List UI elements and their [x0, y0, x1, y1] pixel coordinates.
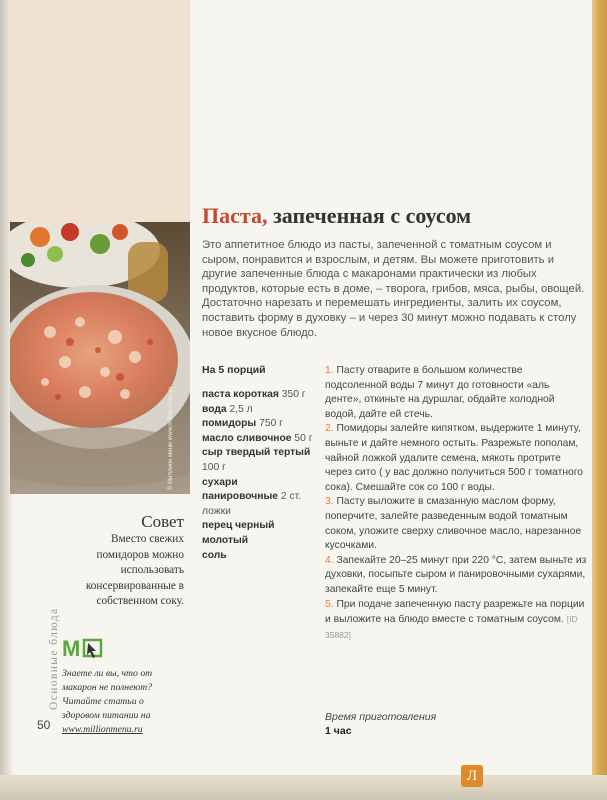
promo-text	[62, 667, 182, 737]
tip-text: Вместо свежих помидоров можно использовать консервированные в собственном соку.	[85, 533, 184, 607]
ingredient-name: соль	[202, 549, 227, 561]
step-text: Пасту отварите в большом количестве подсоленной воды 7 минут до готовности «аль денте», откиньте на дуршлаг, обдайте холодной водой, дайте ей стечь.	[325, 365, 555, 420]
recipe-intro: Это аппетитное блюдо из пасты, запеченной с томатным соусом и сыром, понравится и взрослым, и детям. Вы можете приготовить и другие запеченные блюда с макаронами практически из любых продуктов, которые есть в доме, – творога, грибов, мяса, рыбы, овощей. Достаточно нарезать и перемешать ингредиенты, залить их соусом, поставить форму в духовку – и через 30 минут можно подавать к столу новое вкусное блюдо.	[202, 239, 585, 339]
ingredient-item	[202, 417, 314, 432]
ingredient-qty: 2,5 л	[229, 403, 253, 415]
recipe-id: [ID 35882]	[325, 614, 578, 640]
ingredient-qty: 50 г	[294, 432, 313, 444]
ingredient-qty: 100 г	[202, 461, 226, 473]
step-item	[325, 495, 587, 553]
ingredient-qty: 750 г	[259, 418, 283, 430]
recipe-title-rest: запеченная с соусом	[272, 203, 472, 228]
recipe-title	[202, 203, 471, 229]
ingredient-item	[202, 403, 314, 418]
step-item	[325, 554, 587, 598]
ingredient-qty: 350 г	[281, 389, 306, 400]
step-number: 4.	[325, 554, 334, 566]
time-label: Время приготовления	[325, 711, 437, 723]
ingredient-item	[202, 446, 314, 475]
ingredient-name: сыр твердый тертый	[202, 447, 311, 459]
dish-photo	[10, 222, 190, 494]
ingredient-name: масло сливочное	[202, 432, 292, 444]
page-edge	[592, 0, 607, 800]
ingredients-list	[202, 388, 314, 563]
portions: На 5 порций	[202, 364, 266, 376]
page-number: 50	[37, 718, 51, 732]
ingredient-name: перец черный молотый	[202, 520, 275, 546]
promo-body: Знаете ли вы, что от макарон не полнеют? Читайте статьи о здоровом питании на	[62, 668, 153, 721]
step-item	[325, 598, 587, 644]
millionmenu-logo	[62, 637, 104, 659]
ingredient-item	[202, 432, 314, 447]
step-number: 3.	[325, 496, 334, 508]
ingredient-item	[202, 519, 314, 548]
recipe-title-accent: Паста,	[202, 203, 268, 228]
step-text: Помидоры залейте кипятком, выдержите 1 минуту, выньте и дайте немного остыть. Разрежьте пополам, чайной ложкой удалите семена, мякоть протрите через сито ( у вас должно получиться 500 г томатного сока). Смешайте сок со 100 г воды.	[325, 423, 584, 493]
step-text: Запекайте 20–25 минут при 220 °С, затем выньте из духовки, посыпьте сыром и панировочными сухарями, запекайте еще 5 минут.	[325, 554, 587, 595]
steps-list	[325, 364, 587, 643]
ingredient-name: вода	[202, 403, 227, 415]
step-number: 1.	[325, 365, 334, 376]
promo-link[interactable]: www.millionmenu.ru	[62, 724, 143, 735]
watermark-logo: Л	[461, 765, 483, 787]
ingredient-name: паста короткая	[202, 389, 279, 400]
ingredient-item	[202, 476, 314, 520]
time-value: 1 час	[325, 725, 352, 737]
tip-title: Совет	[141, 512, 184, 531]
step-item	[325, 364, 587, 422]
ingredient-item	[202, 549, 314, 564]
ingredient-name: помидоры	[202, 418, 257, 430]
section-label: Основные блюда	[48, 607, 60, 710]
ingredient-name: сухари панировочные	[202, 476, 279, 503]
bottom-strip	[0, 775, 607, 800]
ingredient-item	[202, 388, 314, 403]
svg-text:M: M	[62, 637, 81, 659]
step-text: При подаче запеченную пасту разрежьте на порции и выложите на блюдо вместе с томатным соусом.	[325, 598, 585, 626]
step-number: 5.	[325, 598, 334, 610]
top-color-band	[10, 0, 190, 222]
photo-credit: © Миллион меню www.millionmenu.ru	[168, 386, 174, 490]
step-item	[325, 422, 587, 495]
step-text: Пасту выложите в смазанную маслом форму, поперчите, залейте разведенным водой томатным соком, уложите сверху сливочное масло, нарезанное кусочками.	[325, 496, 582, 552]
ingredient-qty: 2 ст. ложки	[202, 491, 302, 517]
step-number: 2.	[325, 423, 334, 435]
